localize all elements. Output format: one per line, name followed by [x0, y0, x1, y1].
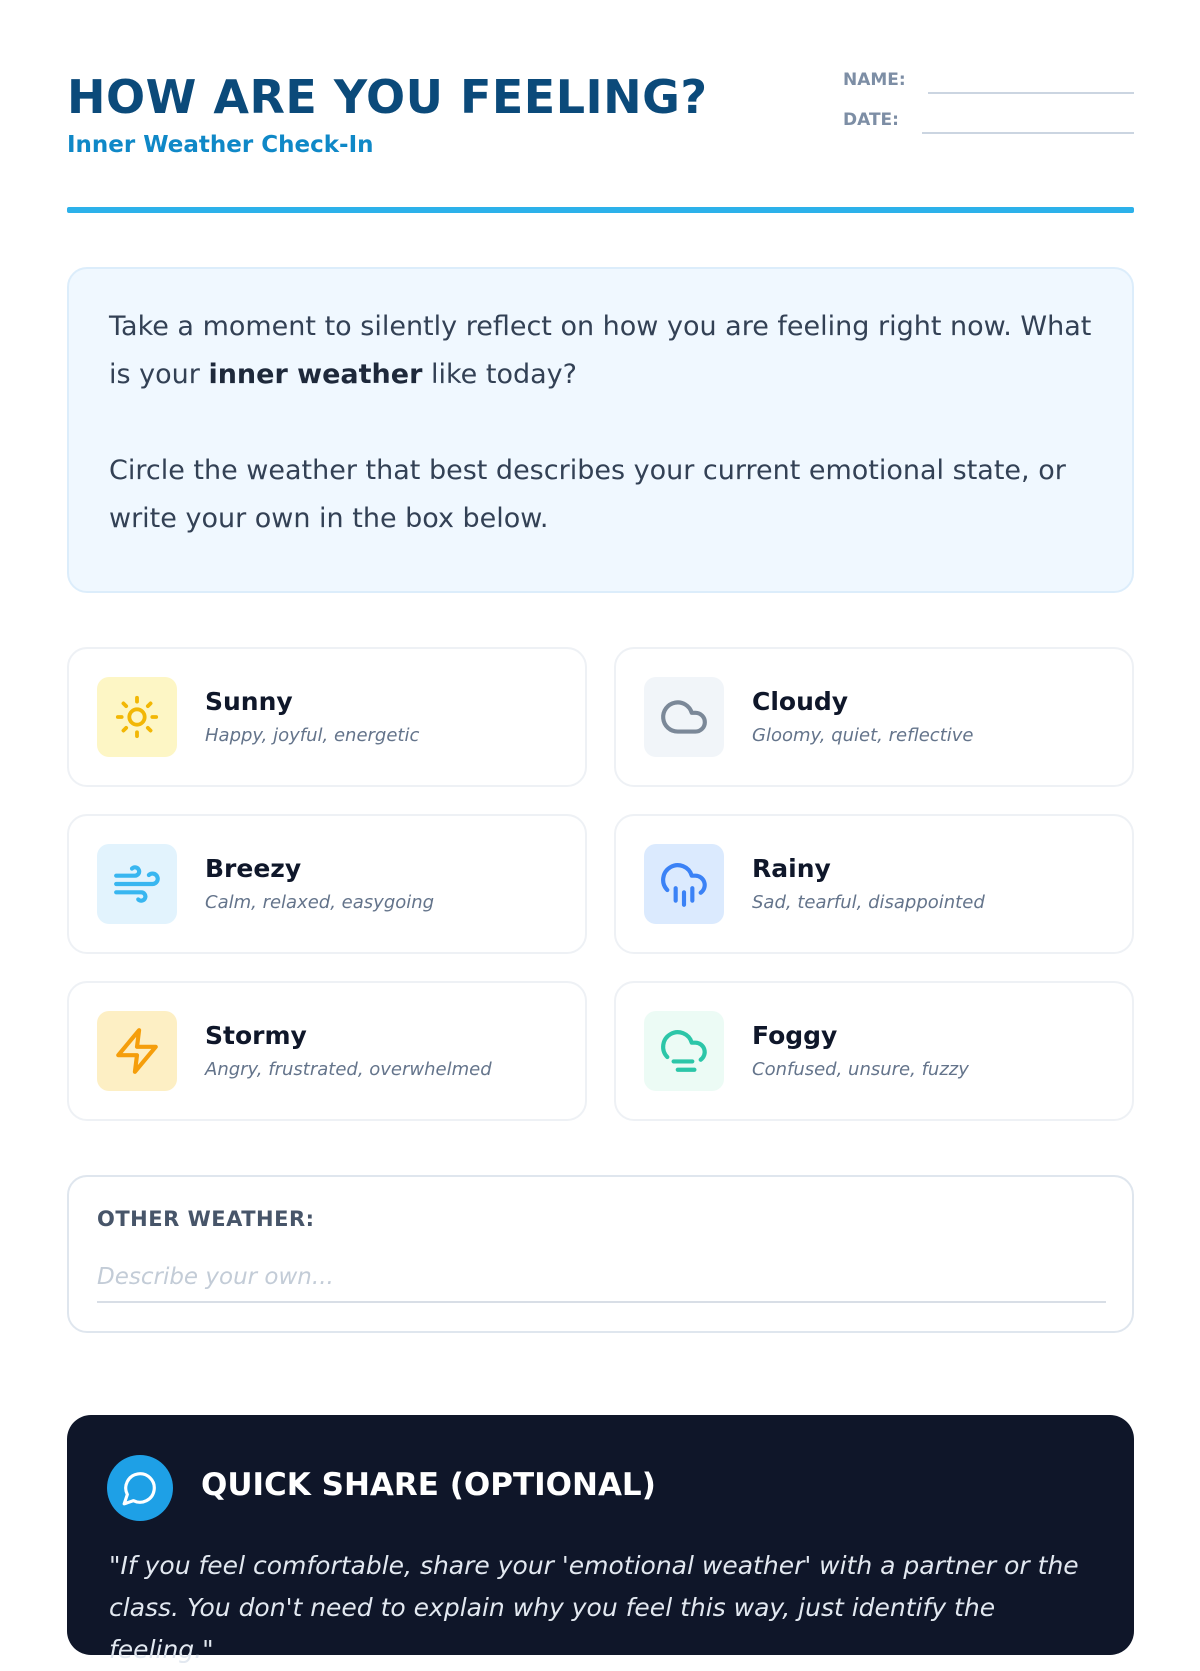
wind-icon [97, 844, 177, 924]
weather-name: Foggy [752, 1021, 838, 1050]
cloud-icon [644, 677, 724, 757]
instructions-line-1 [109, 303, 1092, 399]
sun-icon [97, 677, 177, 757]
rain-cloud-icon [644, 844, 724, 924]
weather-name: Cloudy [752, 687, 849, 716]
weather-name: Sunny [205, 687, 293, 716]
weather-card-foggy[interactable] [614, 981, 1134, 1121]
quick-share-text: "If you feel comfortable, share your 'emotional weather' with a partner or the class. You don't need to explain why you feel this way, just identify the feeling." [109, 1551, 1079, 1664]
quick-share-panel [67, 1415, 1134, 1664]
weather-description: Sad, tearful, disappointed [752, 892, 985, 913]
name-line[interactable] [928, 92, 1134, 94]
weather-description: Calm, relaxed, easygoing [205, 892, 435, 913]
weather-name: Breezy [205, 854, 302, 883]
date-field[interactable] [843, 110, 899, 130]
instructions-line-2: Circle the weather that best describes your current emotional state, or write your own in the box below. [109, 455, 1066, 534]
page-subtitle: Inner Weather Check-In [67, 132, 374, 158]
name-label: NAME: [843, 70, 906, 90]
date-label: DATE: [843, 110, 899, 130]
fog-icon [644, 1011, 724, 1091]
worksheet-header [67, 70, 1134, 210]
weather-card-sunny[interactable] [67, 647, 587, 787]
weather-name: Rainy [752, 854, 831, 883]
other-weather-box [67, 1175, 1134, 1333]
weather-description: Happy, joyful, energetic [205, 725, 420, 746]
weather-name: Stormy [205, 1021, 307, 1050]
weather-description: Angry, frustrated, overwhelmed [205, 1059, 492, 1080]
weather-card-stormy[interactable] [67, 981, 587, 1121]
header-divider [67, 207, 1134, 213]
weather-card-rainy[interactable] [614, 814, 1134, 954]
other-weather-input[interactable] [97, 1253, 1106, 1303]
weather-card-cloudy[interactable] [614, 647, 1134, 787]
instructions-emphasis: inner weather [208, 359, 423, 390]
page-title: HOW ARE YOU FEELING? [67, 70, 708, 124]
name-field[interactable] [843, 70, 906, 90]
instructions-text-end: like today? [422, 359, 577, 390]
instructions-box [67, 267, 1134, 593]
speech-bubble-icon [107, 1455, 173, 1521]
weather-description: Gloomy, quiet, reflective [752, 725, 974, 746]
weather-description: Confused, unsure, fuzzy [752, 1059, 969, 1080]
other-weather-label: OTHER WEATHER: [97, 1207, 315, 1231]
weather-card-breezy[interactable] [67, 814, 587, 954]
instructions-text: Take a moment to silently reflect on how you are feeling right now. What is your [109, 311, 1092, 390]
quick-share-title: QUICK SHARE (OPTIONAL) [201, 1467, 656, 1503]
lightning-icon [97, 1011, 177, 1091]
date-line[interactable] [922, 132, 1134, 134]
